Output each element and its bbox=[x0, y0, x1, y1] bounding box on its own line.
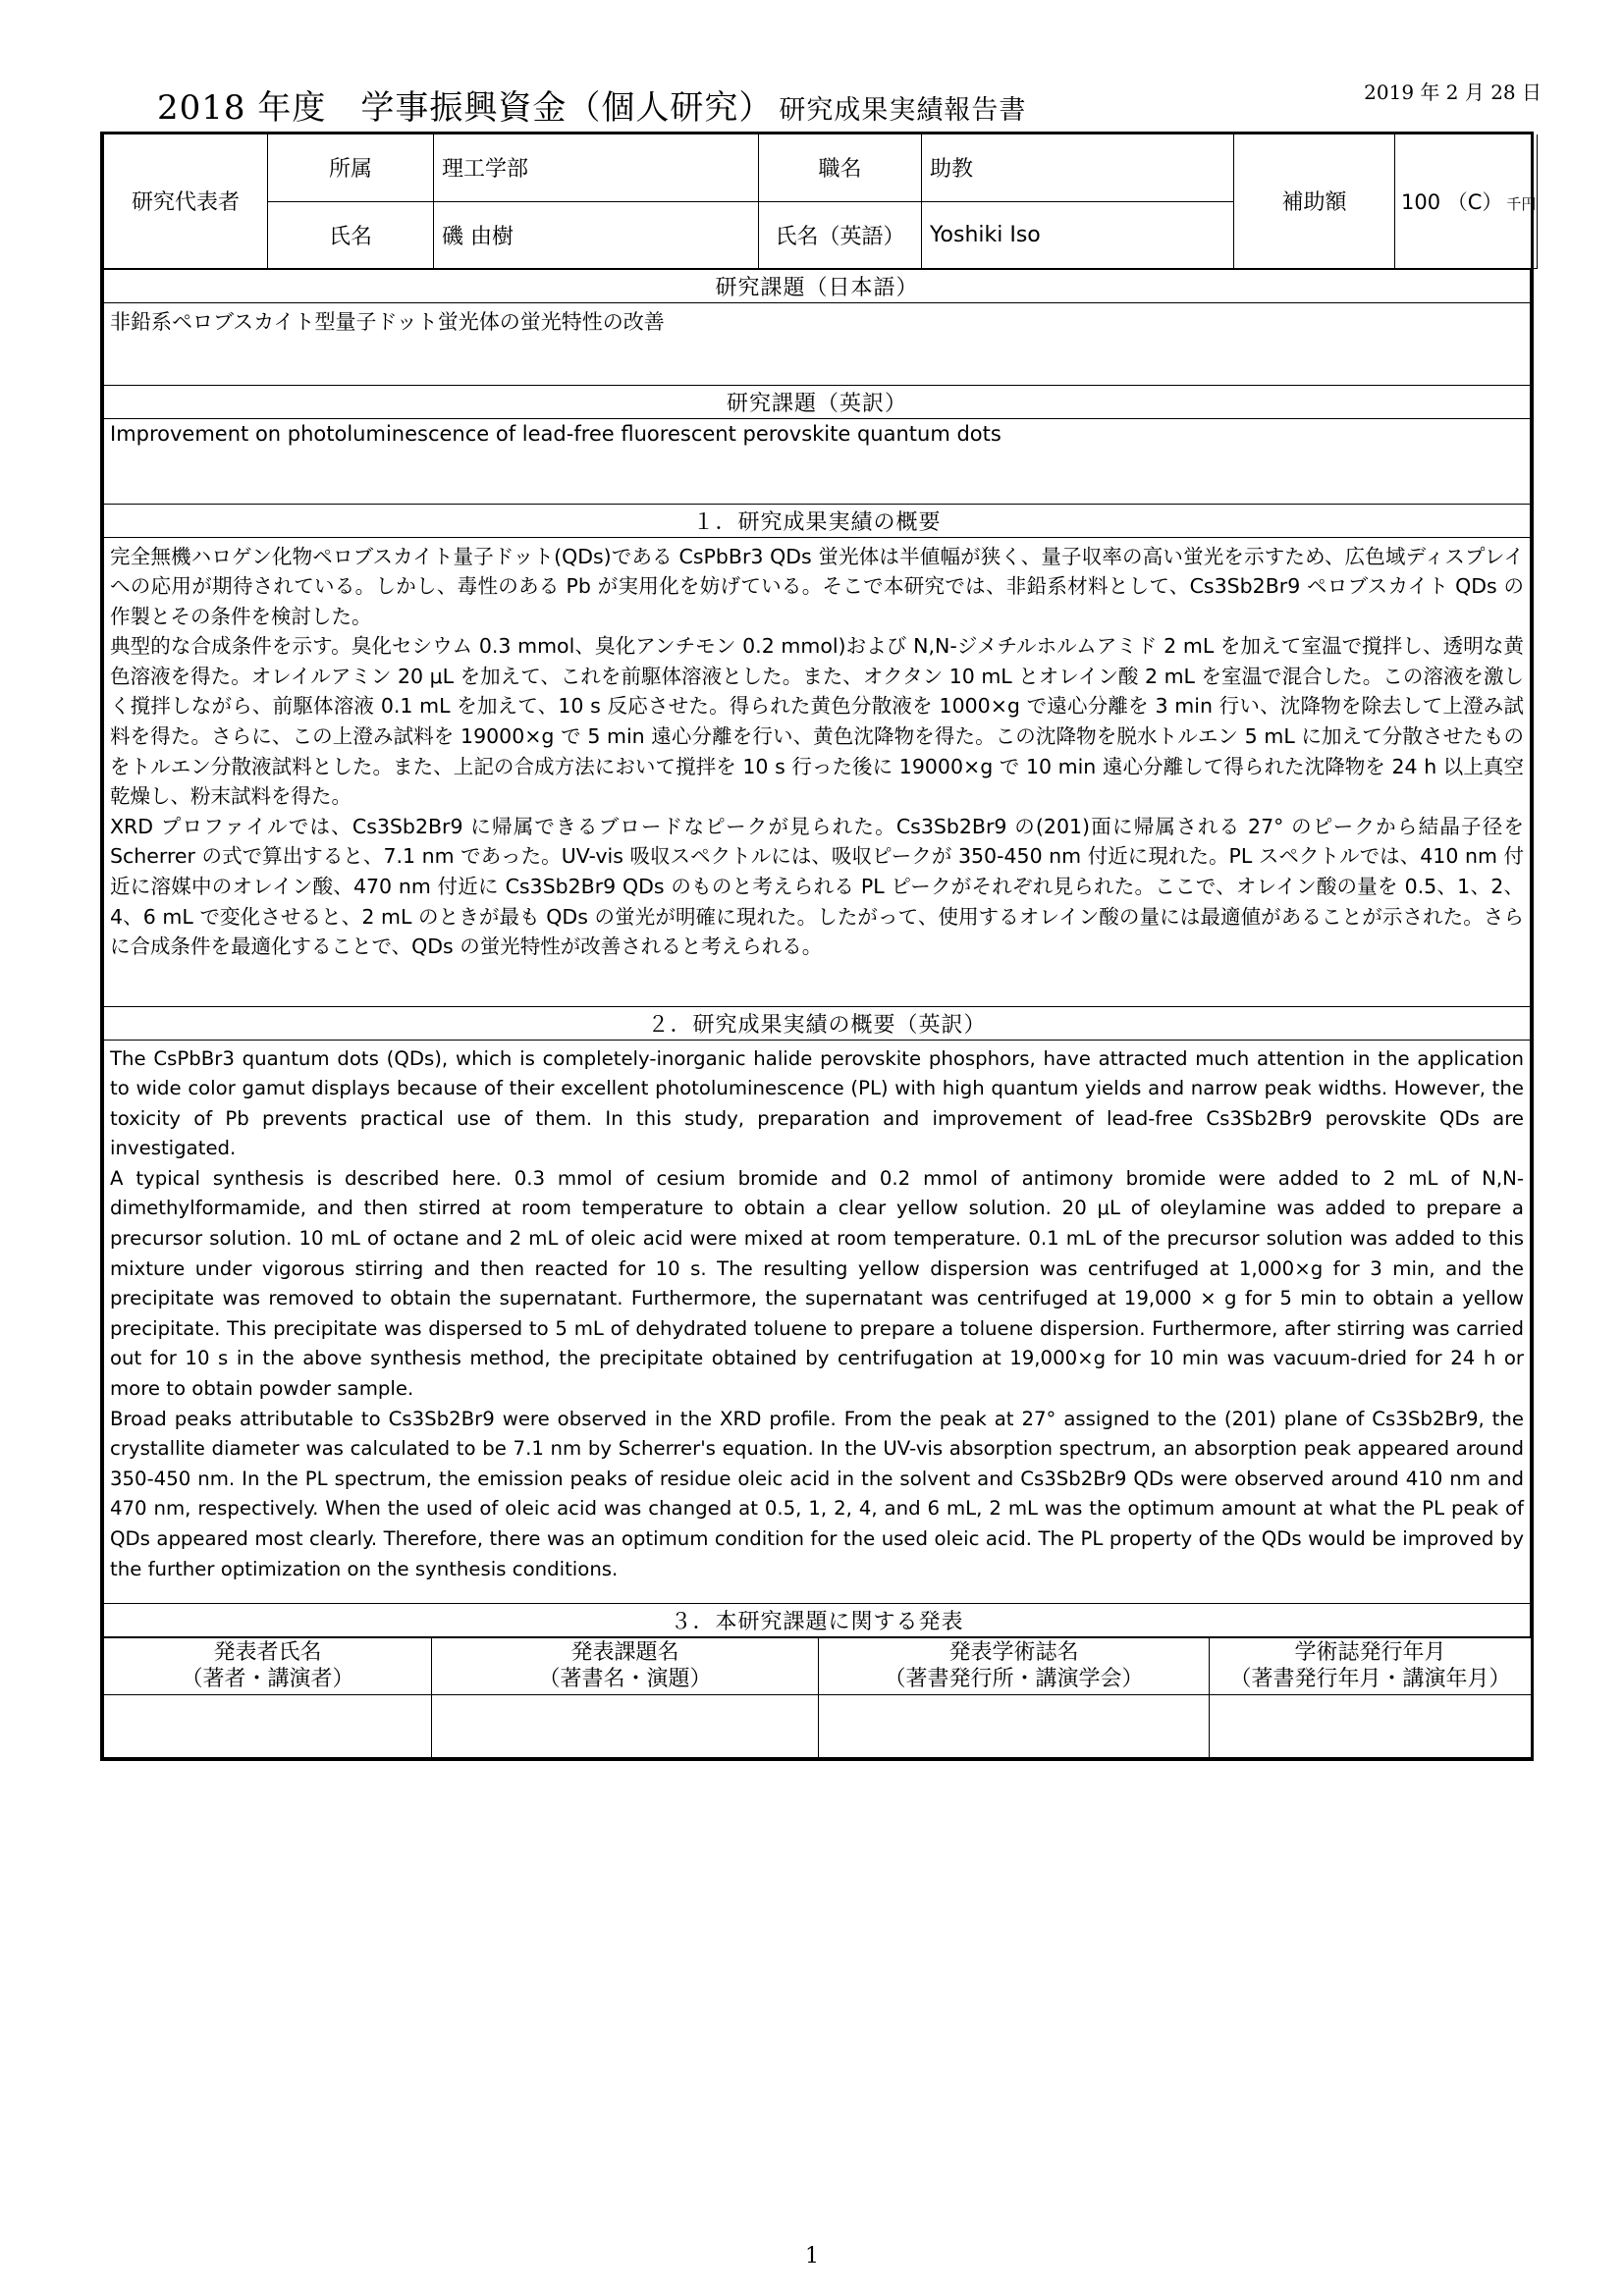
summary-en-heading: ２．研究成果実績の概要（英訳） bbox=[104, 1006, 1531, 1040]
summary-jp-paragraph: XRD プロファイルでは、Cs3Sb2Br9 に帰属できるブロードなピークが見られた。Cs3Sb2Br9 の(201)面に帰属される 27° のピークから結晶子径を Scherrer の式で算出すると、7.1 nm であった。UV-vis 吸収スペクトルには、吸収ピークが 350-450 nm 付近に現れた。PL スペクトルでは、410 nm 付近に溶媒中のオレイン酸、470 nm 付近に Cs3Sb2Br9 QDs のものと考えられる PL ピークがそれぞれ見られた。ここで、オレイン酸の量を 0.5、1、2、4、6 mL で変化させると、2 mL のときが最も QDs の蛍光が明確に現れた。したがって、使用するオレイン酸の量には最適値があることが示された。さらに合成条件を最適化することで、QDs の蛍光特性が改善されると考えられる。 bbox=[110, 814, 1524, 959]
topic-en-heading: 研究課題（英訳） bbox=[104, 385, 1531, 418]
publications-heading: ３．本研究課題に関する発表 bbox=[104, 1603, 1531, 1636]
pub-col-date-line2: （著書発行年月・講演年月） bbox=[1229, 1667, 1511, 1691]
pub-col-author-line1: 発表者氏名 bbox=[213, 1640, 322, 1665]
pub-cell-date bbox=[1210, 1694, 1532, 1757]
name-label: 氏名 bbox=[268, 201, 434, 268]
pub-col-title-line2: （著書名・演題） bbox=[538, 1667, 712, 1691]
representative-label: 研究代表者 bbox=[104, 134, 268, 268]
summary-jp-heading: １．研究成果実績の概要 bbox=[104, 504, 1531, 537]
grant-unit: 千円 bbox=[1506, 194, 1537, 213]
pub-col-journal-line1: 発表学術誌名 bbox=[948, 1640, 1079, 1665]
title-main: 2018 年度 学事振興資金（個人研究） bbox=[157, 88, 774, 128]
topic-jp-heading: 研究課題（日本語） bbox=[104, 269, 1531, 302]
topic-jp-text: 非鉛系ペロブスカイト型量子ドット蛍光体の蛍光特性の改善 bbox=[104, 302, 1531, 385]
summary-en-paragraph: Broad peaks attributable to Cs3Sb2Br9 were observed in the XRD profile. From the peak at 27° assigned to the (201) plane of Cs3Sb2Br9, the crystallite diameter was calculated to be 7.1 nm by Scherrer's equation. In the UV-vis absorption spectrum, an absorption peak appeared around 350-450 nm. In the PL spectrum, the emission peaks of residue oleic acid in the solvent and Cs3Sb2Br9 QDs were observed around 410 nm and 470 nm, respectively. When the used of oleic acid was changed at 0.5, 1, 2, 4, and 6 mL, 2 mL was the optimum amount at what the PL peak of QDs appeared most clearly. Therefore, there was an optimum condition for the used oleic acid. The PL property of the QDs would be improved by the further optimization on the synthesis conditions. bbox=[110, 1407, 1524, 1580]
report-sheet bbox=[100, 132, 1537, 1761]
pub-cell-title bbox=[432, 1694, 819, 1757]
pub-cell-journal bbox=[819, 1694, 1210, 1757]
position-value: 助教 bbox=[922, 134, 1234, 201]
pub-col-author-line2: （著者・講演者） bbox=[181, 1667, 354, 1691]
name-en-label: 氏名（英語） bbox=[759, 201, 922, 268]
document-title bbox=[157, 80, 1026, 129]
pub-col-journal bbox=[819, 1637, 1210, 1694]
publications-table bbox=[103, 1637, 1532, 1758]
affiliation-value: 理工学部 bbox=[434, 134, 759, 201]
pub-cell-author bbox=[104, 1694, 432, 1757]
summary-jp-paragraph: 完全無機ハロゲン化物ペロブスカイト量子ドット(QDs)である CsPbBr3 QDs 蛍光体は半値幅が狭く、量子収率の高い蛍光を示すため、広色域ディスプレイへの応用が期待されている。しかし、毒性のある Pb が実用化を妨げている。そこで本研究では、非鉛系材料として、Cs3Sb2Br9 ペロブスカイト QDs の作製とその条件を検討した。 bbox=[110, 544, 1524, 628]
grant-amount bbox=[1395, 134, 1538, 268]
pub-col-author bbox=[104, 1637, 432, 1694]
summary-en-body bbox=[104, 1040, 1531, 1603]
affiliation-label: 所属 bbox=[268, 134, 434, 201]
pub-col-title bbox=[432, 1637, 819, 1694]
pub-col-title-line1: 発表課題名 bbox=[570, 1640, 679, 1665]
pub-col-date-line1: 学術誌発行年月 bbox=[1294, 1640, 1446, 1665]
title-sub: 研究成果実績報告書 bbox=[779, 95, 1027, 126]
topic-en-text: Improvement on photoluminescence of lead-free fluorescent perovskite quantum dots bbox=[104, 418, 1531, 504]
grant-label: 補助額 bbox=[1234, 134, 1395, 268]
report-date: 2019 年 2 月 28 日 bbox=[1364, 80, 1542, 104]
summary-jp-paragraph: 典型的な合成条件を示す。臭化セシウム 0.3 mmol、臭化アンチモン 0.2 mmol)および N,N-ジメチルホルムアミド 2 mL を加えて室温で撹拌し、透明な黄色溶液を得た。オレイルアミン 20 μL を加えて、これを前駆体溶液とした。また、オクタン 10 mL とオレイン酸 2 mL を室温で混合した。この溶液を激しく撹拌しながら、前駆体溶液 0.1 mL を加えて、10 s 反応させた。得られた黄色分散液を 1000×g で遠心分離を 3 min 行い、沈降物を除去して上澄み試料を得た。さらに、この上澄み試料を 19000×g で 5 min 遠心分離を行い、黄色沈降物を得た。この沈降物を脱水トルエン 5 mL に加えて分散させたものをトルエン分散液試料とした。また、上記の合成方法において撹拌を 10 s 行った後に 19000×g で 10 min 遠心分離して得られた沈降物を 24 h 以上真空乾燥し、粉末試料を得た。 bbox=[110, 634, 1524, 809]
summary-en-paragraph: The CsPbBr3 quantum dots (QDs), which is completely-inorganic halide perovskite phosphors, have attracted much attention in the application to wide color gamut displays because of their excellent photoluminescence (PL) with high quantum yields and narrow peak widths. However, the toxicity of Pb prevents practical use of them. In this study, preparation and improvement of lead-free Cs3Sb2Br9 perovskite QDs are investigated. bbox=[110, 1046, 1524, 1160]
info-table bbox=[103, 134, 1538, 269]
pub-col-journal-line2: （著書発行所・講演学会） bbox=[884, 1667, 1144, 1691]
page-number: 1 bbox=[805, 2244, 819, 2269]
name-value: 磯 由樹 bbox=[434, 201, 759, 268]
summary-en-paragraph: A typical synthesis is described here. 0.3 mmol of cesium bromide and 0.2 mmol of antimony bromide were added to 2 mL of N,N-dimethylformamide, and then stirred at room temperature to obtain a clear yellow solution. 20 μL of oleylamine was added to prepare a precursor solution. 10 mL of octane and 2 mL of oleic acid were mixed at room temperature. 0.1 mL of the precursor solution was added to this mixture under vigorous stirring and then reacted for 10 s. The resulting yellow dispersion was centrifuged at 1,000×g for 3 min, and the precipitate was removed to obtain the supernatant. Furthermore, the supernatant was centrifuged at 19,000 × g for 5 min to obtain a yellow precipitate. This precipitate was dispersed to 5 mL of dehydrated toluene to prepare a toluene dispersion. Furthermore, after stirring was carried out for 10 s in the above synthesis method, the precipitate obtained by centrifugation at 19,000×g for 10 min was vacuum-dried for 24 h or more to obtain powder sample. bbox=[110, 1166, 1524, 1401]
name-en-value: Yoshiki Iso bbox=[922, 201, 1234, 268]
grant-value: 100 （C） bbox=[1401, 189, 1503, 214]
sections-table bbox=[103, 269, 1531, 1637]
summary-jp-body bbox=[104, 537, 1531, 1006]
position-label: 職名 bbox=[759, 134, 922, 201]
pub-col-date bbox=[1210, 1637, 1532, 1694]
